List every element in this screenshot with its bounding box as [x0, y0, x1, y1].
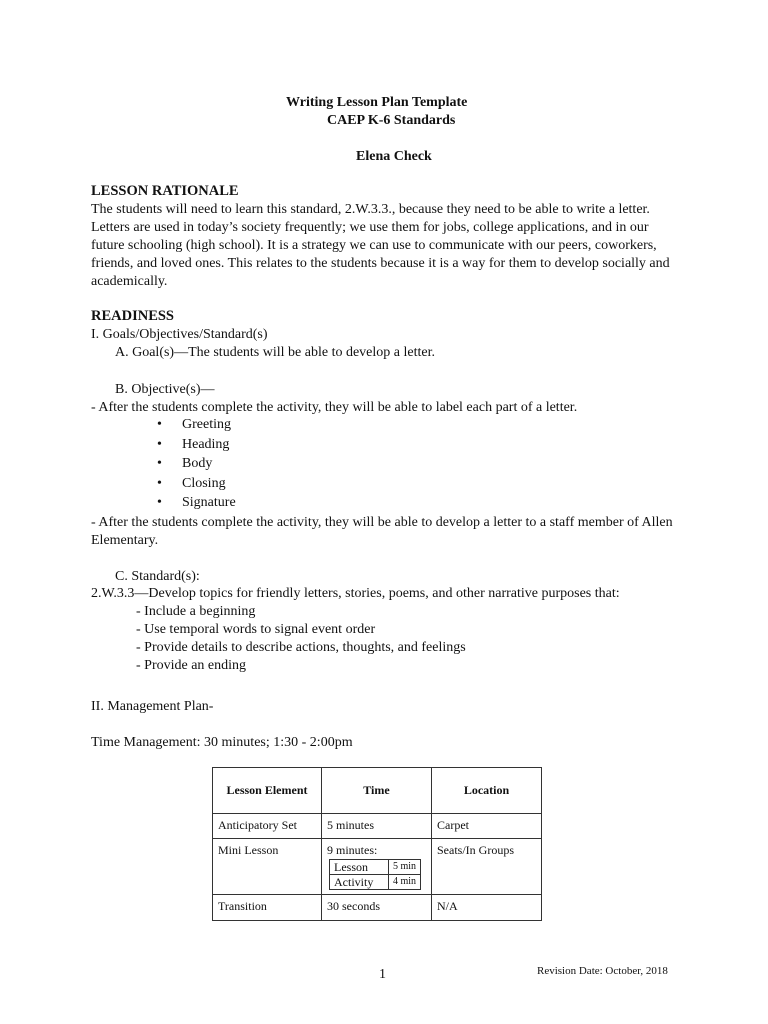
standard-text: 2.W.3.3—Develop topics for friendly letters, stories, poems, and other narrative purposes that:: [91, 586, 620, 601]
lesson-table: [212, 767, 542, 921]
rationale-heading: LESSON RATIONALE: [91, 183, 239, 199]
rationale-text: The students will need to learn this standard, 2.W.3.3., because they need to be able to write a letter. Letters are used in today’s society frequently; we use them for jobs, college applications, and in our future schooling (high school). It is a strategy we can use to communicate with our peers, coworkers, friends, and loved ones. This relates to the students because it is a way for them to develop socially and academically.: [91, 202, 670, 289]
page-number: 1: [379, 967, 386, 982]
breakdown-label: Lesson: [330, 860, 389, 875]
header-time: Time: [322, 768, 432, 814]
cell-time: 5 minutes: [322, 814, 432, 839]
standards-label: C. Standard(s):: [115, 569, 200, 584]
breakdown-row: [330, 860, 421, 875]
table-row: [213, 839, 542, 895]
time-breakdown-table: [329, 859, 421, 890]
bullet-item: • Signature: [157, 495, 236, 510]
revision-date: Revision Date: October, 2018: [537, 965, 668, 977]
readiness-heading: READINESS: [91, 308, 174, 324]
objective-text-1: - After the students complete the activity, they will be able to label each part of a letter.: [91, 400, 578, 415]
bullet-item: • Heading: [157, 437, 230, 452]
goals-item: I. Goals/Objectives/Standard(s): [91, 327, 268, 342]
objective-text-2: - After the students complete the activity, they will be able to develop a letter to a staff member of Allen Elementary.: [91, 515, 673, 548]
objective-label: B. Objective(s)—: [115, 382, 215, 397]
cell-time: 30 seconds: [322, 895, 432, 921]
breakdown-value: 4 min: [389, 875, 421, 890]
cell-element: Mini Lesson: [213, 839, 322, 895]
breakdown-label: Activity: [330, 875, 389, 890]
header-location: Location: [432, 768, 542, 814]
cell-element: Anticipatory Set: [213, 814, 322, 839]
cell-time: [322, 839, 432, 895]
time-total: 9 minutes:: [327, 843, 378, 857]
standard-point: - Include a beginning: [136, 604, 256, 619]
time-management: Time Management: 30 minutes; 1:30 - 2:00pm: [91, 735, 353, 750]
cell-location: Seats/In Groups: [432, 839, 542, 895]
breakdown-row: [330, 875, 421, 890]
goal-text: A. Goal(s)—The students will be able to develop a letter.: [115, 345, 435, 360]
cell-element: Transition: [213, 895, 322, 921]
standard-point: - Provide an ending: [136, 658, 247, 673]
bullet-item: • Closing: [157, 476, 226, 491]
cell-location: Carpet: [432, 814, 542, 839]
doc-subtitle: CAEP K-6 Standards: [327, 113, 456, 128]
table-row: [213, 814, 542, 839]
doc-title: Writing Lesson Plan Template: [286, 95, 468, 110]
management-heading: II. Management Plan-: [91, 699, 214, 714]
author-name: Elena Check: [356, 149, 432, 164]
table-row: [213, 895, 542, 921]
cell-location: N/A: [432, 895, 542, 921]
table-header-row: [213, 768, 542, 814]
standard-point: - Provide details to describe actions, thoughts, and feelings: [136, 640, 466, 655]
standard-point: - Use temporal words to signal event order: [136, 622, 376, 637]
bullet-item: • Greeting: [157, 417, 231, 432]
header-lesson-element: Lesson Element: [213, 768, 322, 814]
breakdown-value: 5 min: [389, 860, 421, 875]
bullet-item: • Body: [157, 456, 213, 471]
